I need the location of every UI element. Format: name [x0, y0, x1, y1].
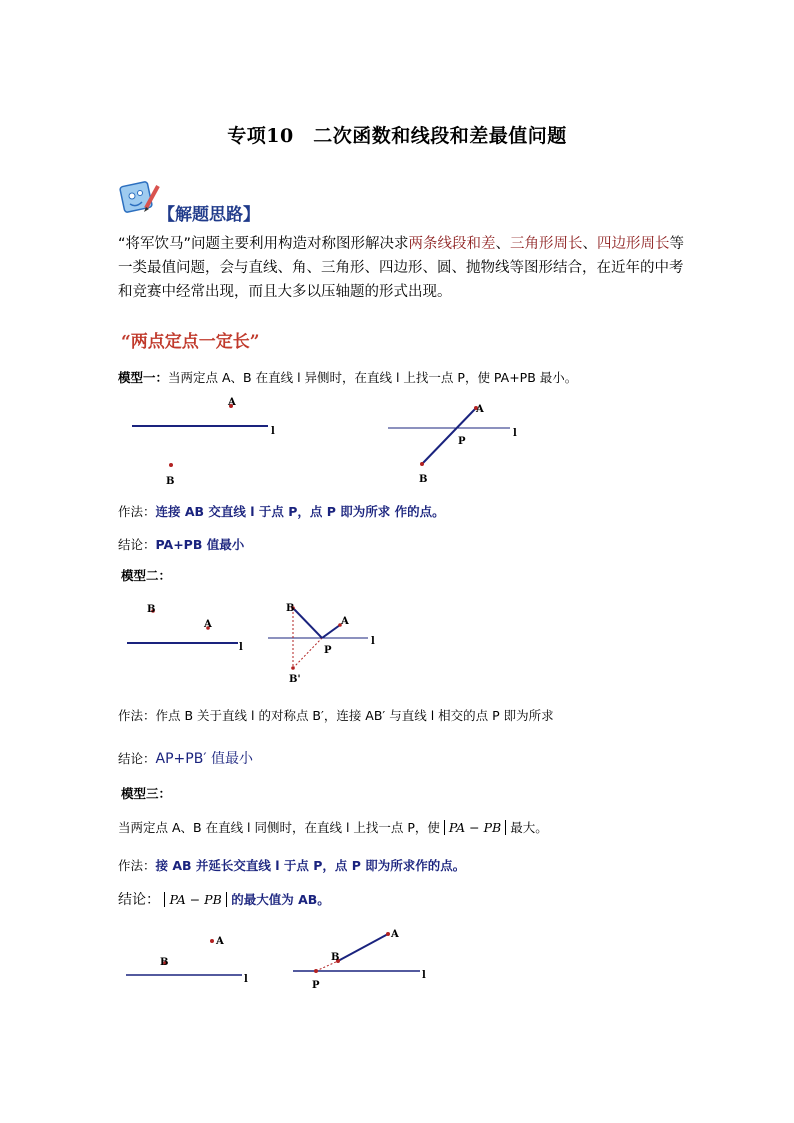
model3-method-label: 作法： — [118, 858, 156, 873]
m1-label-b-left: B — [166, 476, 175, 487]
intro-part2: 等 一类最值问题，会与直线、角、三角形、四边形、圆、抛物线等图形结合，在近年的中考和竞赛中经常出现，而且大多以压轴题的形式出现。 — [118, 236, 685, 300]
model1-diagrams — [120, 390, 540, 495]
model3-statement-line — [118, 818, 548, 836]
model2-diagrams — [120, 598, 400, 688]
model3-method: 接 AB 并延长交直线 l 于点 P，点 P 即为所求作的点。 — [155, 858, 466, 873]
m3-label-a-right: A — [391, 929, 399, 940]
m2-label-b-prime: B' — [289, 674, 301, 685]
model1-conclusion-line — [118, 535, 244, 553]
model1-conclusion-label: 结论： — [118, 537, 156, 552]
model2-method: 作法：作点 B 关于直线 l 的对称点 B′，连接 AB′ 与直线 l 相交的点 P 即为所求 — [118, 708, 554, 723]
intro-highlight-quadrilateral: 四边形周长 — [597, 236, 670, 252]
intro-part1: “将军饮马”问题主要利用构造对称图形解决求 — [118, 236, 409, 252]
m3-label-p: P — [312, 980, 320, 991]
m2-point-b-prime — [291, 666, 295, 670]
model3-label: 模型三： — [121, 786, 172, 801]
m2-label-l-right: l — [371, 636, 375, 647]
m1-point-b-right — [420, 462, 424, 466]
intro-sep1: 、 — [495, 236, 511, 252]
m3-point-a-left — [210, 939, 214, 943]
m2-label-l-left: l — [239, 642, 243, 653]
intro-paragraph — [118, 232, 688, 304]
intro-highlight-triangle: 三角形周长 — [510, 236, 583, 252]
m1-segment-ab — [422, 408, 476, 464]
intro-sep2: 、 — [582, 236, 598, 252]
m2-label-a-right: A — [341, 616, 349, 627]
m1-label-b-right: B — [419, 474, 428, 485]
model1-method: 连接 AB 交直线 l 于点 P，点 P 即为所求 作的点。 — [155, 504, 445, 519]
model1-statement: 当两定点 A、B 在直线 l 异侧时，在直线 l 上找一点 P，使 PA+PB 最小。 — [168, 370, 578, 385]
m3-segment-ab — [338, 934, 388, 961]
m2-segment-bp — [293, 608, 322, 638]
model3-abs-formula: PA − PB — [444, 820, 506, 835]
model3-conclusion: 的最大值为 AB。 — [231, 892, 330, 907]
m3-label-b-right: B — [331, 952, 340, 963]
m2-label-b-left: B — [147, 604, 156, 615]
m2-segment-pb-prime — [293, 638, 322, 668]
model2-conclusion: AP+PB′ 值最小 — [155, 751, 253, 767]
m3-label-a-left: A — [216, 936, 224, 947]
model3-statement-after: 最大。 — [510, 820, 548, 835]
model3-conclusion-label: 结论： — [118, 892, 160, 908]
model3-diagrams — [120, 925, 440, 995]
m2-segment-pa — [322, 625, 340, 638]
model2-conclusion-line — [118, 748, 253, 768]
m2-label-p: P — [324, 645, 332, 656]
m1-label-l-right: l — [513, 428, 517, 439]
m2-label-a-left: A — [204, 619, 212, 630]
page-title: 专项10 二次函数和线段和差最值问题 — [227, 125, 567, 147]
model1-method-label: 作法： — [118, 504, 156, 519]
model3-method-line — [118, 856, 465, 874]
m1-label-a-right: A — [476, 404, 484, 415]
model1-label: 模型一： — [118, 370, 169, 385]
intro-highlight-segments: 两条线段和差 — [408, 236, 496, 252]
m3-point-a-right — [386, 932, 390, 936]
m3-label-l-left: l — [244, 974, 248, 985]
model1-statement-line — [118, 368, 577, 386]
section-heading: “两点定点一定长” — [121, 332, 260, 352]
m3-point-p — [314, 969, 318, 973]
notebook-pencil-icon — [118, 178, 162, 218]
solution-approach-badge — [118, 178, 260, 225]
m1-label-p: P — [458, 436, 466, 447]
model3-conclusion-line — [118, 889, 330, 909]
m1-point-b-left — [169, 463, 173, 467]
badge-label: 【解题思路】 — [158, 205, 260, 225]
m1-label-l-left: l — [271, 426, 275, 437]
m3-label-l-right: l — [422, 970, 426, 981]
m2-label-b-right: B — [286, 603, 295, 614]
model3-statement-before: 当两定点 A、B 在直线 l 同侧时，在直线 l 上找一点 P，使 — [118, 820, 440, 835]
m1-label-a-left: A — [228, 397, 236, 408]
model2-conclusion-label: 结论： — [118, 751, 156, 766]
model3-conclusion-formula: PA − PB — [164, 892, 226, 907]
model1-method-line — [118, 502, 445, 520]
model2-label: 模型二： — [121, 568, 172, 583]
model1-conclusion: PA+PB 值最小 — [155, 537, 245, 552]
m3-label-b-left: B — [160, 957, 169, 968]
